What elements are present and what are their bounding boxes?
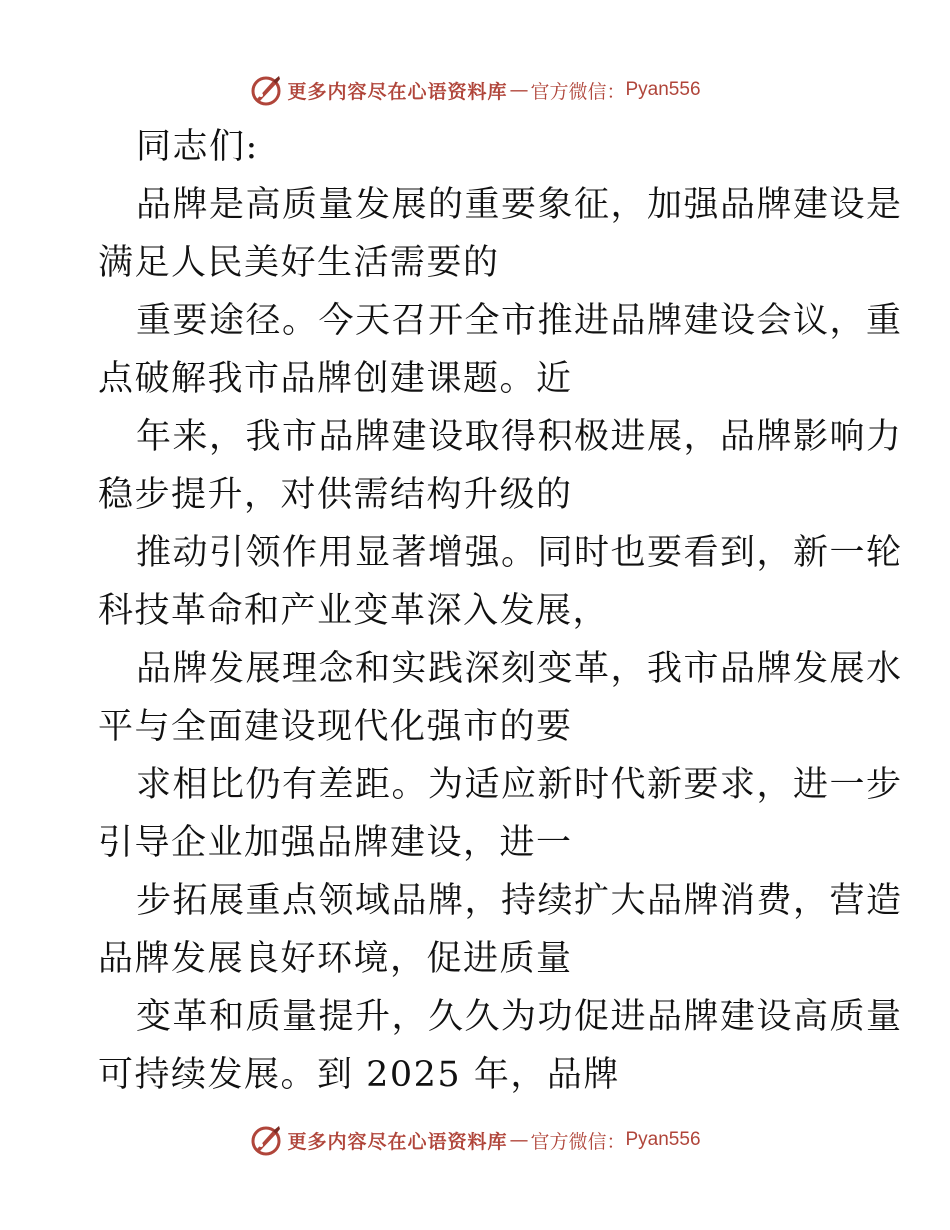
- paragraph-line: 平与全面建设现代化强市的要: [98, 707, 573, 747]
- quill-pen-logo-icon: [249, 1123, 283, 1157]
- banner-main-text: 更多内容尽在心语资料库: [287, 80, 508, 103]
- paragraph-line: 可持续发展。到 2025 年，品牌: [98, 1055, 620, 1095]
- document-body: [98, 118, 903, 1104]
- banner-separator: —: [509, 79, 529, 101]
- paragraph-line: 品牌是高质量发展的重要象征，加强品牌建设是: [136, 185, 903, 225]
- banner-separator: —: [509, 1129, 529, 1151]
- paragraph-line: 推动引领作用显著增强。同时也要看到，新一轮: [136, 533, 903, 573]
- paragraph-line: 步拓展重点领域品牌，持续扩大品牌消费，营造: [136, 881, 903, 921]
- paragraph-line: 求相比仍有差距。为适应新时代新要求，进一步: [136, 765, 903, 805]
- banner-wechat-id: Pyan556: [625, 1129, 701, 1150]
- paragraph-line: 重要途径。今天召开全市推进品牌建设会议，重: [136, 301, 903, 341]
- banner-wechat-label: 官方微信：: [530, 1130, 626, 1153]
- paragraph-line: 品牌发展理念和实践深刻变革，我市品牌发展水: [136, 649, 903, 689]
- paragraph-line: 品牌发展良好环境，促进质量: [98, 939, 573, 979]
- header-watermark-banner: [0, 68, 950, 112]
- paragraph-line: 点破解我市品牌创建课题。近: [98, 359, 573, 399]
- paragraph-line: 引导企业加强品牌建设，进一: [98, 823, 573, 863]
- footer-watermark-banner: [0, 1118, 950, 1162]
- banner-wechat-label: 官方微信：: [530, 80, 626, 103]
- paragraph-line: 满足人民美好生活需要的: [98, 243, 500, 283]
- paragraph-line: 年来，我市品牌建设取得积极进展，品牌影响力: [136, 417, 903, 457]
- paragraph-line: 科技革命和产业变革深入发展，: [98, 591, 610, 631]
- quill-pen-logo-icon: [249, 73, 283, 107]
- paragraph-line: 变革和质量提升，久久为功促进品牌建设高质量: [136, 997, 903, 1037]
- banner-wechat-id: Pyan556: [625, 79, 701, 100]
- banner-main-text: 更多内容尽在心语资料库: [287, 1130, 508, 1153]
- paragraph-line: 稳步提升，对供需结构升级的: [98, 475, 573, 515]
- salutation: 同志们:: [136, 127, 259, 167]
